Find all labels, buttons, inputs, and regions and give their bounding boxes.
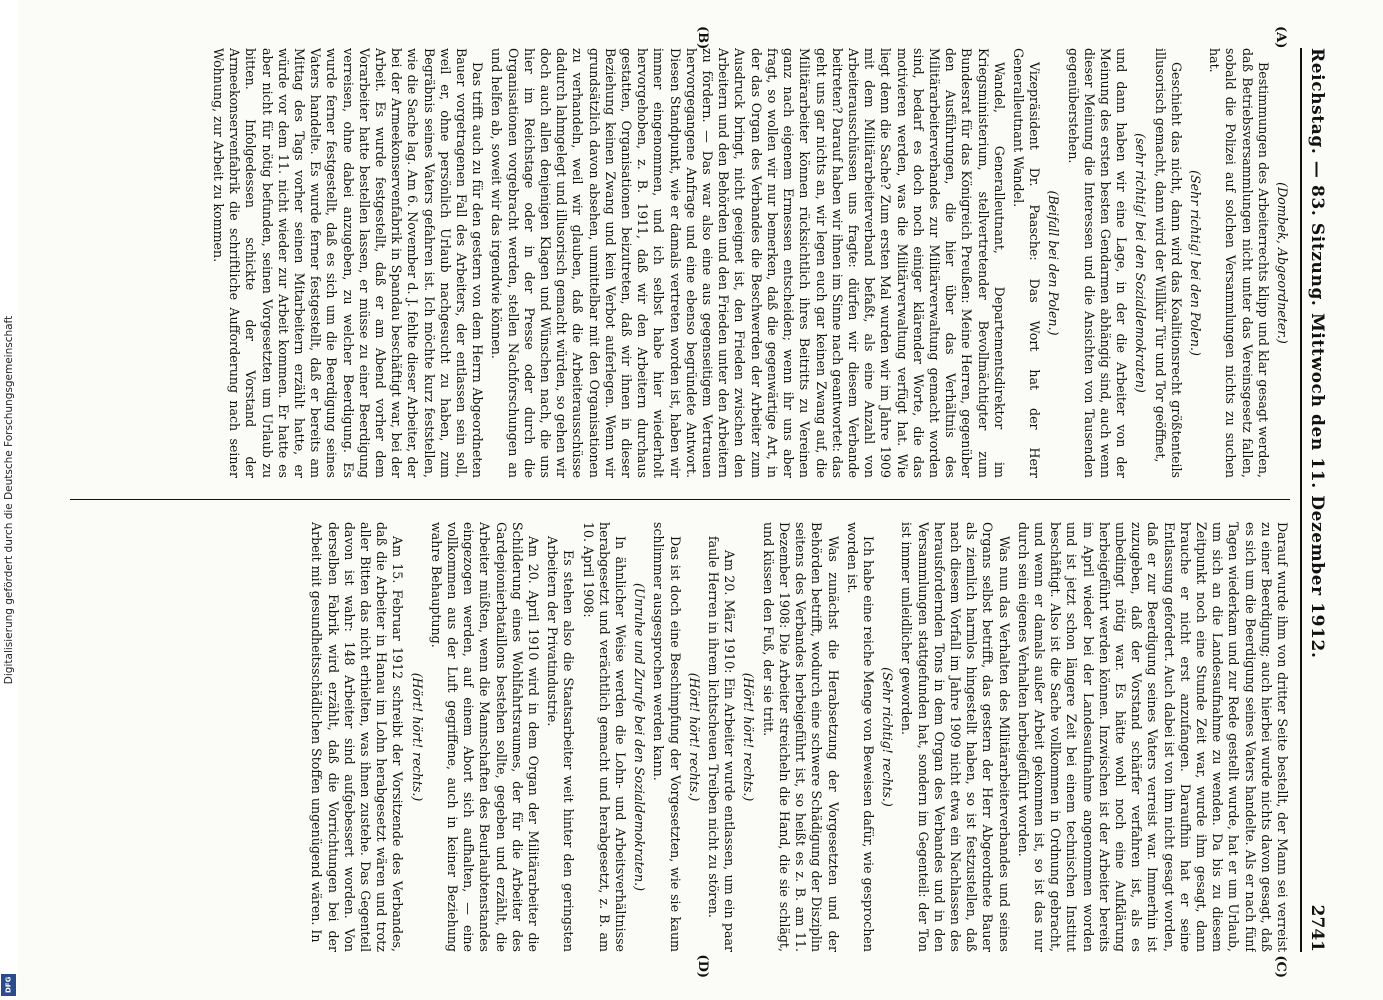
interjection: (Hört! hört! rechts.): [686, 672, 702, 802]
margin-mark-d: (D): [695, 954, 710, 978]
interjection: (sehr richtig! bei den Sozialdemokraten): [1133, 133, 1149, 393]
margin-mark-c: (C): [1273, 955, 1288, 978]
page-header: [1300, 48, 1332, 952]
paragraph: Vizepräsident Dr. Paasche: Das Wort hat der Herr Generalleutnant Wandel.: [1010, 48, 1043, 478]
dfg-logo: DFG: [1, 974, 16, 996]
sidebar-credit-text: Digitalisierung gefördert durch die Deutsche Forschungsgemeinschaft: [3, 315, 15, 685]
quotation: Am 20. März 1910: Ein Arbeiter wurde entlassen, um ein paar faule Herren in ihrem lichtscheuen Treiben nicht zu stören.: [706, 536, 738, 952]
page-title: Reichstag. — 83. Sitzung. Mittwoch den 11. Dezember 1912.: [1307, 48, 1327, 659]
sidebar-credit-strip: [0, 0, 18, 1000]
margin-mark-b: (B): [695, 26, 710, 50]
right-column: [70, 522, 1290, 952]
paragraph: Darauf wurde ihm von dritter Seite bestellt, der Mann sei verreist zu einer Beerdigung; auch hierbei wurde nichts davon gesagt, daß es sich um die Beerdigung seines Vaters handelte. Als er nach fünf Tagen wiederkam und zur Rede gestellt wurde, hat er um Urlaub, um sich an die Landesaufnahme zu wenden. Da bis zu diesem Zeitpunkt noch eine Stunde Zeit war, wurde ihm gesagt, dann brauche er nicht erst anzufangen. Daraufhin hat er seine Entlassung gefordert. Auch dabei ist von ihm nicht gesagt worden, daß er zur Beerdigung seines Vaters verreist war. Immerhin ist zuzugeben, daß der Vorstand schärfer verfahren ist, als es unbedingt nötig war. Es hätte wohl noch eine Aufklärung herbeigeführt werden können. Inzwischen ist der Arbeiter bereits im April wieder bei der Landesaufnahme angenommen worden und ist jetzt schon längere Zeit bei einem technischen Institut beschäftigt. Also ist die Sache vollkommen in Ordnung gebracht, und wenn er damals außer Arbeit gekommen ist, so ist das nur durch sein eigenes Verhalten herbeigeführt worden.: [1015, 522, 1290, 952]
interjection: (Beifall bei den Polen.): [1046, 190, 1062, 336]
paragraph: Am 15. Februar 1912 schreibt der Vorsitzende des Verbandes, daß die Arbeiter in Hanau im Lohn herabgesetzt wären und trotz aller Bitten das nicht erhielten, was ihnen zustehe. Das Gegenteil davon ist wahr: 148 Arbeiter sind aufgebessert worden. Von derselben Fabrik wird erzählt, daß die Vorrichtungen bei der Arbeit mit gesundheitsschädlichen Stoffen ungenügend wären. In: [309, 522, 406, 952]
quotation: Es stehen also die Staatsarbeiter weit hinter den geringsten Arbeitern der Privatindustrie.: [545, 536, 577, 952]
paragraph: Was nun das Verhalten des Militärarbeiterverbandes und seines Organs selbst betrifft, das gestern der Herr Abgeordnete Bauer als ziemlich harmlos hingestellt haben, so ist festzustellen, daß nach diesem Vorfall im Jahre 1909 nicht etwa ein Nachlassen des herausfordernden Tons in dem Organ des Verbandes und in den Versammlungen stattgefunden hat, sondern im Gegenteil: der Ton ist immer unleidlicher geworden.: [899, 522, 1012, 952]
paragraph: Das ist doch eine Beschimpfung der Vorgesetzten, wie sie kaum schlimmer ausgesprochen werden kann.: [651, 522, 683, 952]
paragraph: In ähnlicher Weise werden die Lohn- und Arbeitsverhältnisse herabgesetzt und verächtlich gemacht und herabgesetzt, z. B. am 10. April 1908:: [580, 522, 629, 952]
paragraph: Das trifft auch zu für den gestern von dem Herrn Abgeordneten Bauer vorgetragenen Fall des Arbeiters, der entlassen sein soll, weil er, ohne persönlich Urlaub nachgesucht zu haben, zum Begräbnis seines Vaters gefahren ist. Ich möchte kurz feststellen, wie die Sache lag. Am 6. November d. J. fehlte dieser Arbeiter, der bei der Armeekonservenfabrik in Spandau beschäftigt war, bei der Arbeit. Es wurde festgestellt, daß er am Abend vorher dem Vorarbeiter hatte bestellen lassen, er müsse zu einer Beerdigung verreisen, ohne dabei anzugeben, zu welcher Beerdigung. Es wurde ferner festgestellt, daß es sich um die Beerdigung seines Vaters handelte. Es wurde ferner festgestellt, daß er bereits am Mittag des Tags vorher seinen Mitarbeitern erzählt hatte, er würde vor dem 11. nicht wieder zur Arbeit kommen. Er hatte es aber nicht für nötig befunden, seinen Vorgesetzten um Urlaub zu bitten. Infolgedessen schickte der Vorstand der Armeekonservenfabrik die schriftliche Aufforderung nach seiner Wohnung, zur Arbeit zu kommen.: [211, 48, 486, 478]
interjection: (Sehr richtig! rechts.): [880, 667, 896, 807]
margin-mark-a: (A): [1273, 26, 1288, 49]
speaker-note: (Dombek, Abgeordneter.): [1275, 182, 1290, 344]
paragraph: Ich habe eine reiche Menge von Beweisen dafür, wie gesprochen worden ist.: [844, 522, 876, 952]
scanned-page: [18, 0, 1383, 1000]
document-page: [50, 20, 1350, 980]
paragraph: Bestimmungen des Arbeiterrechts klipp und klar gesagt werden, daß Betriebsversammlungen nicht unter das Vereinsgesetz fallen, sobald die Polizei auf solchen Versammlungen nichts zu suchen hat.: [1207, 48, 1271, 478]
interjection: (Hört! hört! rechts.): [409, 672, 425, 802]
paragraph: Wandel, Generalleutnant, Departementsdirektor im Kriegsministerium, stellvertretender Bevollmächtigter zum Bundesrat für das Königreich Preußen: Meine Herren, gegenüber den Ausführungen, die hier über das Verhältnis des Militärarbeiterverbandes zur Militärverwaltung gemacht worden sind, bedarf es doch noch einiger klärender Worte, die das motivieren werden, was die Militärverwaltung verfügt hat. Wie liegt denn die Sache? Zum ersten Mal wurden wir im Jahre 1909 mit dem Militärarbeiterverband befaßt, als eine Anzahl von Arbeiterausschüssen uns fragte: dürfen wir diesem Verbande beitreten? Darauf haben wir ihnen im Sinne nach geantwortet: das geht uns gar nichts an, wir legen euch gar keinen Zwang auf, die Militärarbeiter können rücksichtlich ihres Beitritts zu Vereinen ganz nach eigenem Ermessen entscheiden; wenn ihr uns aber fragt, so wollen wir nur bemerken, daß die gegenwärtige Art, in der das Organ des Verbandes die Beschwerden der Arbeiter zum Ausdruck bringt, nicht geeignet ist, den Frieden zwischen den Arbeitern und den Behörden und den Frieden unter den Arbeitern zu fördern. — Das war also eine aus gegenseitigem Vertrauen hervorgegangene Anfrage und eine ebenso begründete Antwort. Diesen Standpunkt, wie er damals vertreten worden ist, haben wir immer eingenommen, und ich selbst habe hier wiederholt hervorgehoben, z. B. 1911, daß wir den Arbeitern durchaus gestatten, Organisationen beizutreten, daß wir ihnen in dieser Beziehung keinen Zwang und kein Verbot auferlegen. Wenn wir grundsätzlich davon absehen, unmittelbar mit den Organisationen zu verhandeln, weil wir glauben, daß die Arbeiterausschüsse dadurch lahmgelegt und illusorisch gemacht würden, so gehen wir doch auch allen denjenigen Klagen und Wünschen nach, die uns hier im Reichstage oder in der Presse oder durch die Organisationen vorgebracht werden, stellen Nachforschungen an und helfen ab, soweit wir das irgendwie können.: [489, 48, 1007, 478]
column-divider: [70, 499, 1290, 500]
interjection: (Sehr richtig! bei den Polen.): [1187, 170, 1203, 356]
left-column: [70, 48, 1290, 478]
paragraph: und dann haben wir eine Lage, in der die Arbeiter von der Meinung des ersten besten Gendarmen abhängig sind, auch wenn dieser Meinung die Interessen und die Ansichten von Tausenden gegenüberstehen.: [1065, 48, 1130, 478]
paragraph: Geschieht das nicht, dann wird das Koalitionsrecht größtenteils illusorisch gemacht, dann wird der Willkür Tür und Tor geöffnet,: [1152, 48, 1184, 478]
paragraph: Was zunächst die Herabsetzung der Vorgesetzten und der Behörden betrifft, wodurch eine schwere Schädigung der Disziplin seitens des Verbandes herbeigeführt ist, so heißt es z. B. am 11. Dezember 1908: Die Arbeiter streicheln die Hand, die sie schlägt, und küssen den Fuß, der sie tritt.: [760, 522, 841, 952]
page-number: 2741: [1307, 904, 1327, 952]
interjection: (Unruhe und Zurufe bei den Sozialdemokraten.): [632, 582, 648, 892]
interjection: (Hört! hört! rechts.): [741, 672, 757, 802]
paragraph: Am 20. April 1910 wird in dem Organ der Militärarbeiter die Schilderung eines Wohlfahrtsraumes, der für die Arbeiter des Gardepionierbataillons bestehen sollte, gegeben und erzählt, die Arbeiter müßten, wenn die Mannschaften des Beurlaubtenstandes eingezogen werden, auf einem Abort sich aufhalten, — eine vollkommen aus der Luft gegriffene, auch in keiner Beziehung wahre Behauptung.: [428, 522, 542, 952]
